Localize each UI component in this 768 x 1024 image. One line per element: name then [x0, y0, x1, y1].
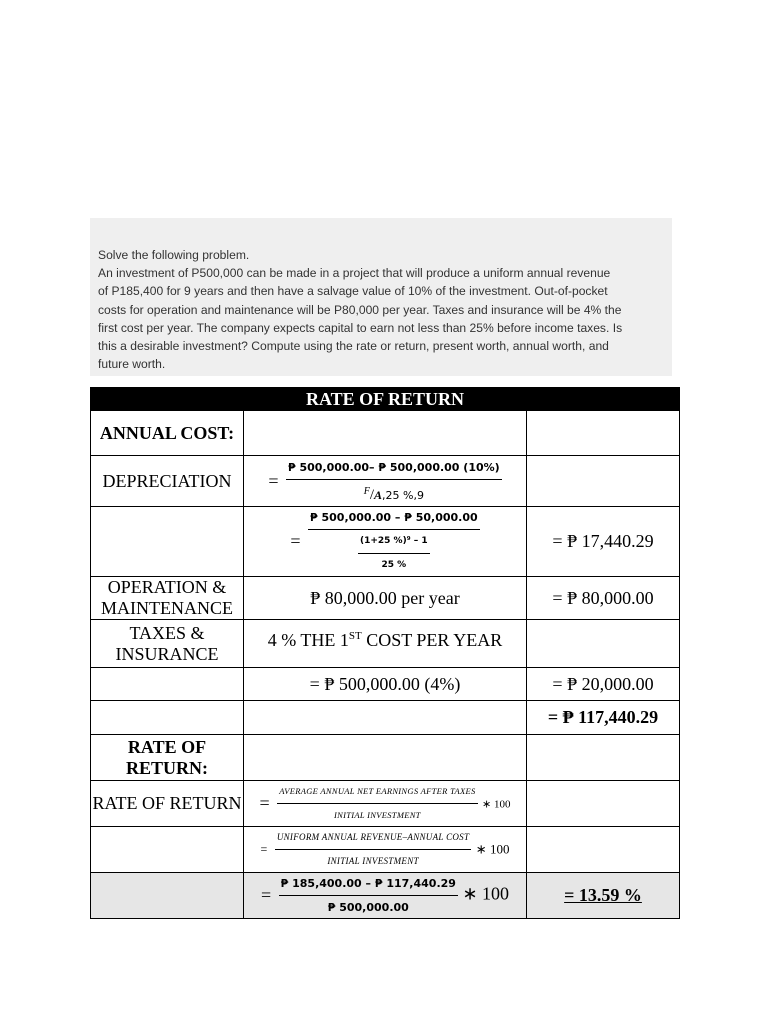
fraction-numerator: UNIFORM ANNUAL REVENUE–ANNUAL COST — [275, 827, 471, 850]
fraction-denominator: INITIAL INVESTMENT — [327, 856, 419, 866]
taxes-step2-formula: = ₱ 500,000.00 (4%) — [244, 668, 527, 701]
table-row — [91, 701, 680, 735]
problem-line: future worth. — [98, 357, 166, 372]
equals-sign: = — [260, 842, 268, 856]
operation-formula: ₱ 80,000.00 per year — [244, 577, 527, 620]
depreciation-step2-formula — [244, 507, 527, 577]
operation-label: OPERATION & MAINTENANCE — [91, 577, 244, 620]
table-row — [91, 620, 680, 668]
taxes-formula — [244, 620, 527, 668]
table-row — [91, 411, 680, 456]
fraction-numerator: ₱ 500,000.00– ₱ 500,000.00 (10%) — [286, 457, 502, 480]
fraction — [275, 827, 471, 872]
ror-final-value: = 13.59 % — [564, 885, 642, 905]
rate-of-return-table — [90, 387, 680, 919]
factor-rate: ,25 %,9 — [382, 488, 424, 502]
problem-line: costs for operation and maintenance will be P80,000 per year. Taxes and insurance will be 4% the — [98, 302, 622, 317]
multiplier: ∗ 100 — [482, 798, 511, 811]
ror-heading: RATE OF RETURN: — [91, 735, 244, 781]
equals-sign: = — [290, 531, 301, 551]
table-row — [91, 735, 680, 781]
table-row — [91, 577, 680, 620]
total-annual-cost: = ₱ 117,440.29 — [527, 701, 680, 735]
operation-result: = ₱ 80,000.00 — [527, 577, 680, 620]
fraction-numerator: ₱ 500,000.00 – ₱ 50,000.00 — [308, 507, 480, 530]
fraction-denominator — [356, 530, 432, 576]
table-title-row — [91, 388, 680, 411]
inner-fraction — [358, 531, 430, 576]
problem-heading: Solve the following problem. — [98, 248, 250, 262]
fraction — [279, 873, 458, 918]
ror-label: RATE OF RETURN — [91, 781, 244, 827]
fraction-denominator: $^F$/A,25 %,9 — [363, 485, 424, 503]
multiplier: ∗ 100 — [475, 841, 510, 857]
table-row — [91, 668, 680, 701]
multiplier: ∗ 100 — [462, 883, 510, 904]
problem-statement — [90, 218, 672, 376]
inner-denominator: 25 % — [381, 560, 407, 570]
problem-line: first cost per year. The company expects capital to earn not less than 25% before income taxes. Is — [98, 320, 623, 335]
ror-formula — [244, 781, 527, 827]
table-row — [91, 456, 680, 507]
problem-line: this a desirable investment? Compute using the rate or return, present worth, annual worth, and — [98, 339, 609, 354]
table-row — [91, 873, 680, 919]
depreciation-result: = ₱ 17,440.29 — [527, 507, 680, 577]
depreciation-formula — [244, 456, 527, 507]
problem-line: of P185,400 for 9 years and then have a salvage value of 10% of the investment. Out-of-pocket — [98, 284, 608, 299]
fraction-numerator: ₱ 185,400.00 – ₱ 117,440.29 — [279, 873, 458, 896]
factor-f: F — [363, 485, 370, 497]
fraction — [277, 781, 477, 826]
fraction-denominator: ₱ 500,000.00 — [327, 901, 409, 914]
taxes-formula-post: COST PER YEAR — [361, 630, 503, 650]
ror-step3-formula — [244, 873, 527, 919]
taxes-result: = ₱ 20,000.00 — [527, 668, 680, 701]
inner-numerator: (1+25 %)⁹ – 1 — [358, 531, 430, 554]
table-title: RATE OF RETURN — [91, 388, 680, 411]
table-row — [91, 507, 680, 577]
equals-sign: = — [260, 885, 272, 905]
problem-line: An investment of P500,000 can be made in a project that will produce a uniform annual revenue — [98, 266, 611, 281]
ror-step2-formula — [244, 827, 527, 873]
taxes-formula-pre: 4 % THE 1 — [267, 630, 349, 650]
fraction-numerator: AVERAGE ANNUAL NET EARNINGS AFTER TAXES — [277, 781, 477, 804]
fraction — [286, 457, 502, 506]
fraction — [308, 507, 480, 576]
equals-sign: = — [268, 470, 279, 491]
equals-sign: = — [259, 793, 270, 813]
annual-cost-label: ANNUAL COST: — [91, 411, 244, 456]
taxes-label: TAXES & INSURANCE — [91, 620, 244, 668]
ror-final-result — [527, 873, 680, 919]
factor-a: A — [373, 487, 382, 502]
taxes-formula-sup: ST — [348, 630, 362, 642]
depreciation-label: DEPRECIATION — [91, 456, 244, 507]
table-row — [91, 827, 680, 873]
table-row — [91, 781, 680, 827]
fraction-denominator: INITIAL INVESTMENT — [333, 810, 421, 820]
